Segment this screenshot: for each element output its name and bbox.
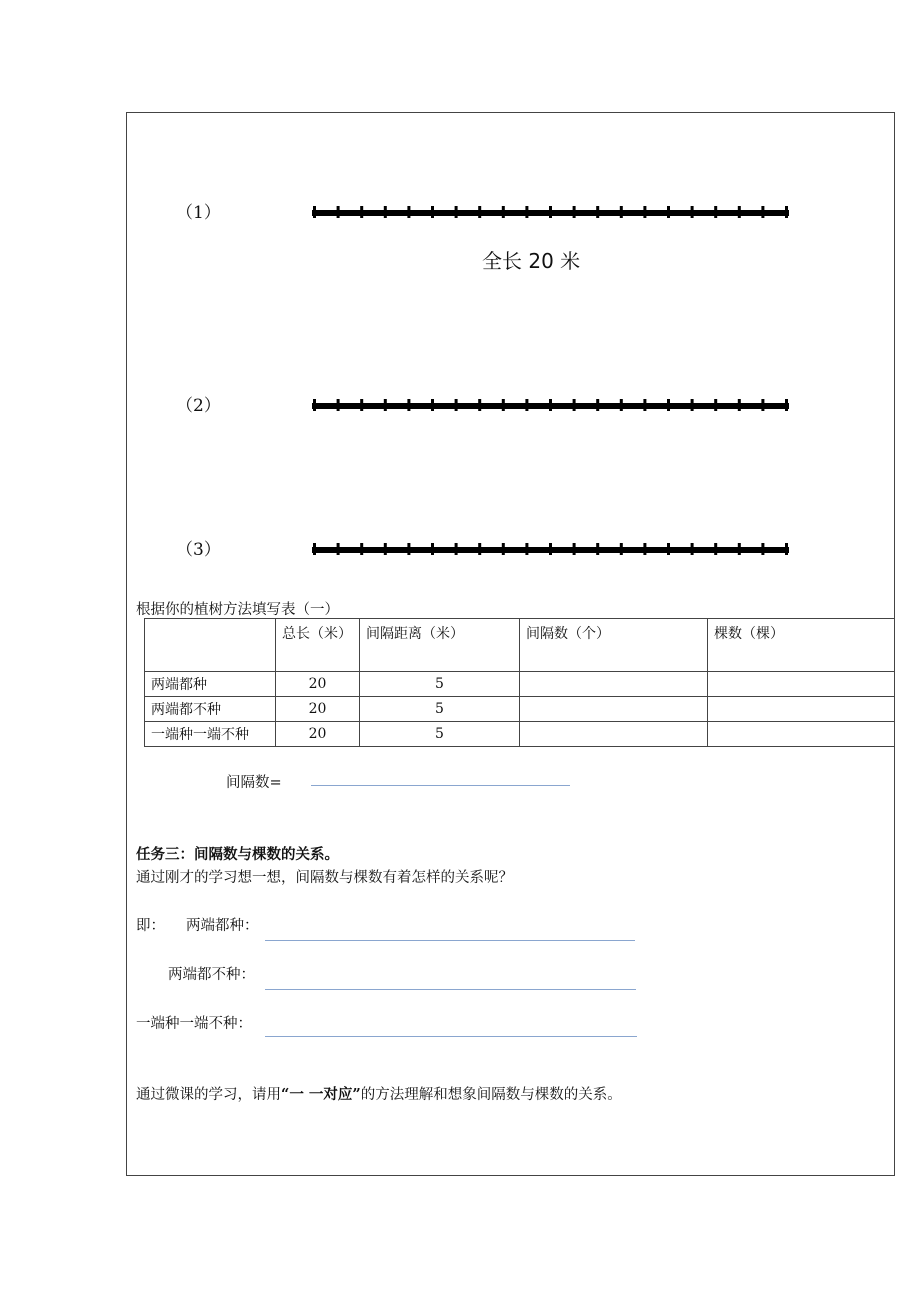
ruler-tick bbox=[360, 206, 363, 218]
ruler-tick bbox=[573, 543, 576, 555]
ruler-tick bbox=[313, 206, 316, 218]
table-row bbox=[145, 672, 895, 697]
ruler-tick bbox=[643, 399, 646, 411]
ruler-tick bbox=[337, 399, 340, 411]
diagram-3-label: （3） bbox=[176, 540, 221, 560]
ruler-tick bbox=[643, 206, 646, 218]
diagram-2-label: （2） bbox=[176, 396, 221, 416]
ruler-tick bbox=[525, 543, 528, 555]
spacing-cell: 5 bbox=[360, 672, 520, 697]
ruler-tick bbox=[525, 399, 528, 411]
table-row bbox=[145, 722, 895, 747]
table-header-row bbox=[145, 619, 895, 672]
ruler-tick bbox=[620, 206, 623, 218]
table-row bbox=[145, 697, 895, 722]
ruler-tick bbox=[360, 543, 363, 555]
ruler-tick bbox=[455, 543, 458, 555]
ruler-tick bbox=[785, 543, 788, 555]
ruler-tick bbox=[431, 399, 434, 411]
ruler-tick bbox=[573, 399, 576, 411]
fill-in-table bbox=[144, 618, 895, 747]
case-both-ends-label: 两端都种： bbox=[186, 918, 259, 934]
ruler-tick bbox=[384, 206, 387, 218]
ruler-tick bbox=[643, 543, 646, 555]
ruler-tick bbox=[525, 206, 528, 218]
ruler-tick bbox=[691, 206, 694, 218]
tree-count-cell[interactable] bbox=[708, 722, 895, 747]
interval-formula-label: 间隔数= bbox=[226, 775, 282, 791]
length-caption: 全长 20 米 bbox=[482, 249, 581, 273]
case-no-ends-blank[interactable] bbox=[265, 989, 636, 990]
ruler-tick bbox=[596, 206, 599, 218]
ruler-tick bbox=[384, 399, 387, 411]
ruler-2 bbox=[312, 398, 789, 412]
ruler-tick bbox=[549, 206, 552, 218]
total-length-cell: 20 bbox=[276, 722, 360, 747]
ruler-tick bbox=[691, 399, 694, 411]
closing-emphasis: “一 一对应” bbox=[281, 1086, 361, 1103]
header-cell: 总长（米） bbox=[276, 619, 360, 672]
ruler-tick bbox=[785, 206, 788, 218]
answer-prefix: 即： bbox=[136, 918, 165, 934]
ruler-tick bbox=[337, 206, 340, 218]
interval-formula-blank[interactable] bbox=[311, 785, 570, 786]
ruler-tick bbox=[573, 206, 576, 218]
ruler-1 bbox=[312, 205, 789, 219]
spacing-cell: 5 bbox=[360, 697, 520, 722]
case-one-end-label: 一端种一端不种： bbox=[136, 1016, 252, 1032]
ruler-tick bbox=[620, 543, 623, 555]
ruler-tick bbox=[667, 206, 670, 218]
header-cell: 间隔数（个） bbox=[520, 619, 708, 672]
ruler-tick bbox=[738, 206, 741, 218]
ruler-tick bbox=[384, 543, 387, 555]
ruler-tick bbox=[714, 206, 717, 218]
ruler-tick bbox=[431, 206, 434, 218]
ruler-tick bbox=[761, 206, 764, 218]
closing-after: 的方法理解和想象间隔数与棵数的关系。 bbox=[360, 1087, 622, 1103]
interval-count-cell[interactable] bbox=[520, 672, 708, 697]
ruler-tick bbox=[407, 399, 410, 411]
ruler-tick bbox=[761, 543, 764, 555]
total-length-cell: 20 bbox=[276, 672, 360, 697]
ruler-tick bbox=[596, 399, 599, 411]
ruler-tick bbox=[667, 543, 670, 555]
ruler-tick bbox=[714, 399, 717, 411]
diagram-1-label: （1） bbox=[176, 203, 221, 223]
row-label: 两端都种 bbox=[145, 672, 276, 697]
total-length-cell: 20 bbox=[276, 697, 360, 722]
ruler-tick bbox=[667, 399, 670, 411]
ruler-tick bbox=[738, 399, 741, 411]
closing-sentence bbox=[136, 1083, 622, 1104]
header-cell bbox=[145, 619, 276, 672]
ruler-3 bbox=[312, 542, 789, 556]
ruler-tick bbox=[407, 543, 410, 555]
ruler-tick bbox=[337, 543, 340, 555]
ruler-tick bbox=[407, 206, 410, 218]
ruler-tick bbox=[478, 206, 481, 218]
ruler-tick bbox=[714, 543, 717, 555]
ruler-tick bbox=[478, 543, 481, 555]
tree-count-cell[interactable] bbox=[708, 697, 895, 722]
closing-before: 通过微课的学习，请用 bbox=[136, 1087, 281, 1103]
ruler-tick bbox=[785, 399, 788, 411]
table-title: 根据你的植树方法填写表（一） bbox=[136, 602, 339, 618]
ruler-tick bbox=[596, 543, 599, 555]
ruler-tick bbox=[478, 399, 481, 411]
tree-count-cell[interactable] bbox=[708, 672, 895, 697]
ruler-tick bbox=[549, 543, 552, 555]
spacing-cell: 5 bbox=[360, 722, 520, 747]
ruler-tick bbox=[313, 543, 316, 555]
ruler-tick bbox=[455, 399, 458, 411]
ruler-tick bbox=[738, 543, 741, 555]
ruler-tick bbox=[431, 543, 434, 555]
row-label: 一端种一端不种 bbox=[145, 722, 276, 747]
case-no-ends-label: 两端都不种： bbox=[168, 967, 255, 983]
row-label: 两端都不种 bbox=[145, 697, 276, 722]
task3-question: 通过刚才的学习想一想，间隔数与棵数有着怎样的关系呢？ bbox=[136, 870, 513, 886]
interval-count-cell[interactable] bbox=[520, 697, 708, 722]
header-cell: 间隔距离（米） bbox=[360, 619, 520, 672]
ruler-tick bbox=[761, 399, 764, 411]
ruler-tick bbox=[313, 399, 316, 411]
case-both-ends-blank[interactable] bbox=[265, 940, 635, 941]
ruler-tick bbox=[691, 543, 694, 555]
case-one-end-blank[interactable] bbox=[265, 1036, 637, 1037]
ruler-tick bbox=[502, 206, 505, 218]
ruler-tick bbox=[620, 399, 623, 411]
task3-title: 任务三：间隔数与棵数的关系。 bbox=[136, 846, 339, 863]
ruler-tick bbox=[549, 399, 552, 411]
interval-count-cell[interactable] bbox=[520, 722, 708, 747]
ruler-tick bbox=[455, 206, 458, 218]
ruler-tick bbox=[502, 399, 505, 411]
ruler-tick bbox=[360, 399, 363, 411]
header-cell: 棵数（棵） bbox=[708, 619, 895, 672]
ruler-tick bbox=[502, 543, 505, 555]
